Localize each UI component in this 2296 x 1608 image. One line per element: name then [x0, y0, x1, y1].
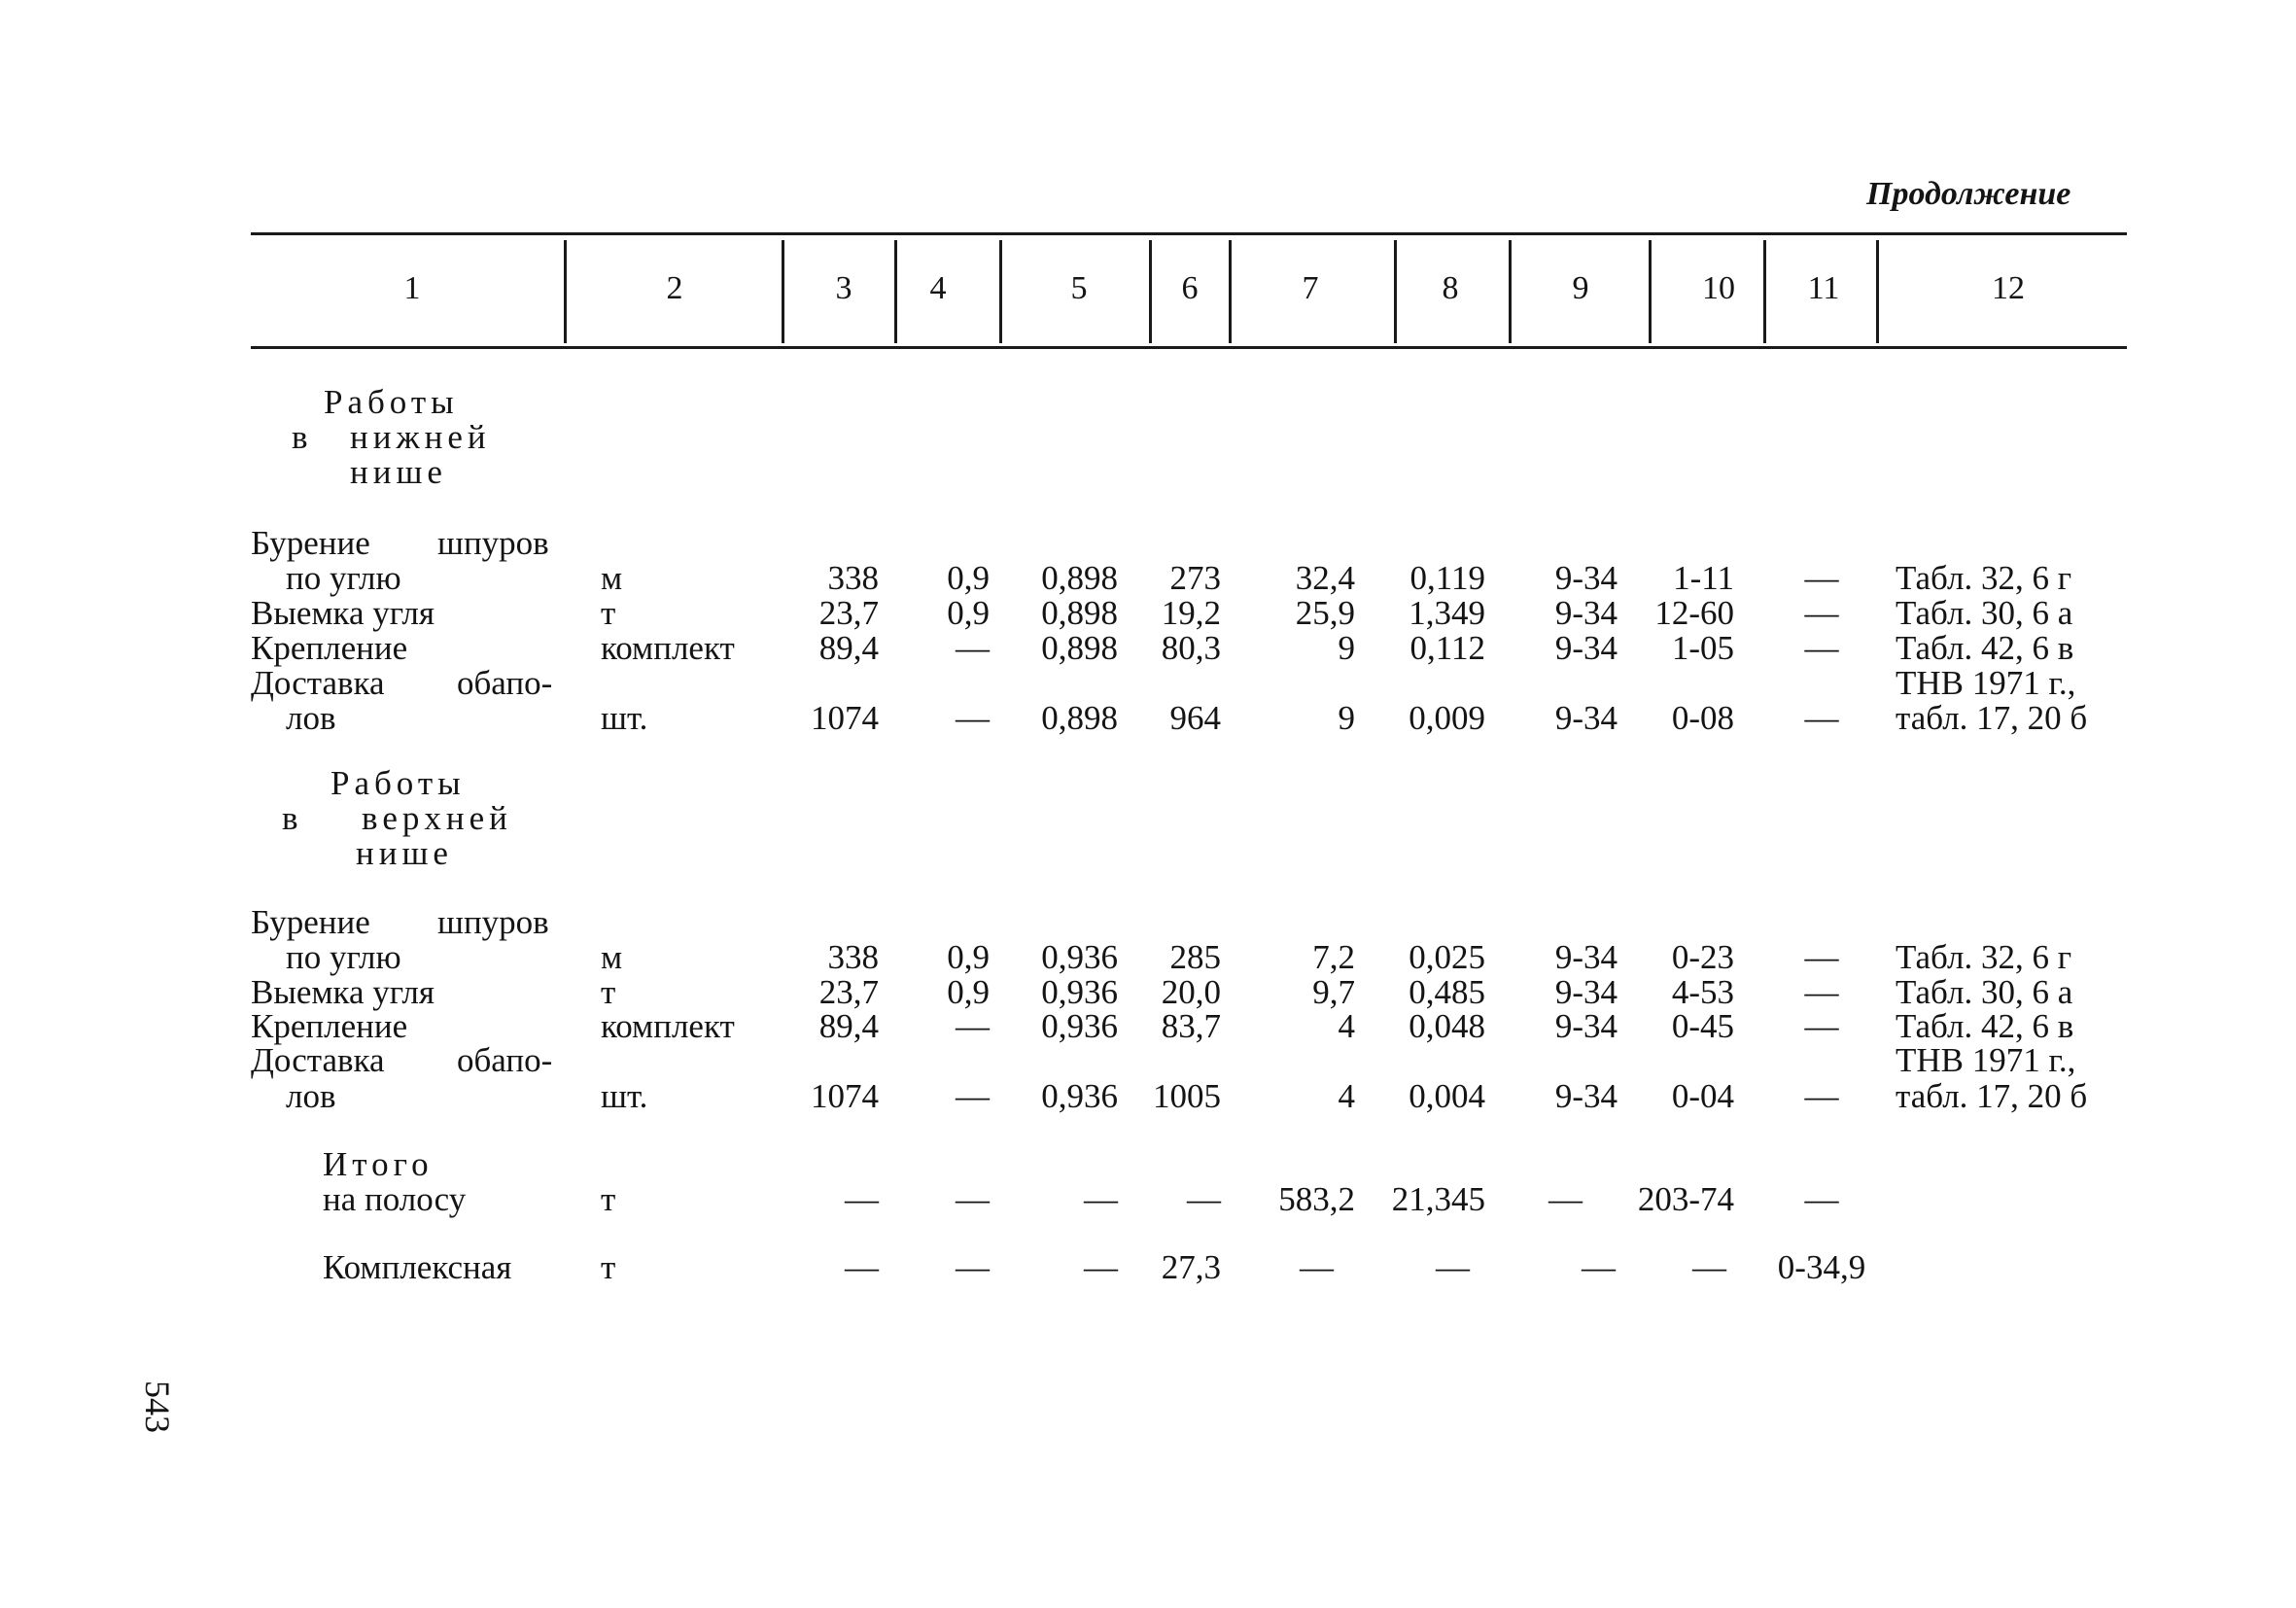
- row-cell: —: [1804, 1077, 1839, 1115]
- section-title: [0, 385, 2296, 420]
- table-row: [0, 940, 2296, 975]
- row-cell: 23,7: [818, 973, 879, 1011]
- row-cell: 21,345: [1391, 1180, 1485, 1218]
- total-label: Итого: [323, 1145, 434, 1183]
- row-cell: 583,2: [1278, 1180, 1355, 1218]
- table-row: [0, 975, 2296, 1010]
- complex-row: [0, 1250, 2296, 1285]
- row-reference: табл. 17, 20 б: [1896, 699, 2088, 737]
- row-cell: 203-74: [1637, 1180, 1734, 1218]
- column-header-4: 4: [929, 270, 947, 306]
- row-cell: 9-34: [1554, 559, 1618, 597]
- column-separator: [1876, 240, 1879, 343]
- column-header-9: 9: [1572, 270, 1589, 306]
- row-reference: ТНВ 1971 г.,: [1896, 1041, 2076, 1079]
- row-unit: т: [601, 973, 616, 1011]
- column-header-11: 11: [1807, 270, 1840, 306]
- column-separator: [1149, 240, 1152, 343]
- section-title-line: Работы: [324, 383, 459, 421]
- row-cell: 0,004: [1409, 1077, 1485, 1115]
- row-name: Бурение: [251, 524, 370, 562]
- section-title-line: Работы: [330, 764, 466, 802]
- row-cell: 0,9: [947, 938, 990, 976]
- row-unit: комплект: [601, 1007, 735, 1045]
- row-cell: —: [956, 699, 990, 737]
- row-name: по углю: [286, 559, 401, 597]
- row-cell: 338: [827, 559, 879, 597]
- section-title: [0, 766, 2296, 801]
- row-cell: —: [956, 1248, 990, 1286]
- total-label: на полосу: [323, 1180, 467, 1218]
- row-cell: 0,898: [1041, 594, 1118, 632]
- row-cell: 0,936: [1041, 973, 1118, 1011]
- row-cell: 9-34: [1554, 1077, 1618, 1115]
- row-cell: 83,7: [1161, 1007, 1221, 1045]
- row-cell: 4: [1338, 1077, 1355, 1115]
- row-unit: комплект: [601, 629, 735, 667]
- row-cell: 0-23: [1671, 938, 1734, 976]
- row-cell: —: [1804, 1007, 1839, 1045]
- row-name: шпуров: [437, 903, 549, 941]
- row-name: лов: [286, 1077, 336, 1115]
- row-name: обапо-: [457, 664, 553, 702]
- row-cell: 0,9: [947, 594, 990, 632]
- row-cell: —: [956, 1180, 990, 1218]
- table-row: [0, 701, 2296, 736]
- table-row: [0, 1009, 2296, 1044]
- row-cell: —: [1692, 1248, 1726, 1286]
- row-reference: Табл. 30, 6 а: [1896, 594, 2073, 632]
- row-cell: 338: [827, 938, 879, 976]
- table-row: [0, 905, 2296, 940]
- column-header-3: 3: [835, 270, 852, 306]
- row-cell: —: [1804, 1180, 1839, 1218]
- row-cell: —: [956, 1007, 990, 1045]
- row-cell: 9: [1338, 629, 1355, 667]
- row-cell: 89,4: [818, 1007, 879, 1045]
- row-cell: 25,9: [1295, 594, 1355, 632]
- column-header-1: 1: [403, 270, 421, 306]
- row-cell: 0,485: [1409, 973, 1485, 1011]
- row-cell: 0,119: [1409, 559, 1485, 597]
- row-name: Крепление: [251, 629, 408, 667]
- row-cell: 1074: [811, 699, 879, 737]
- row-cell: 7,2: [1312, 938, 1355, 976]
- row-cell: —: [1436, 1248, 1470, 1286]
- column-separator: [1509, 240, 1512, 343]
- row-cell: —: [1804, 938, 1839, 976]
- row-name: по углю: [286, 938, 401, 976]
- column-header-12: 12: [1992, 270, 2025, 306]
- row-reference: Табл. 32, 6 г: [1896, 938, 2072, 976]
- header-bottom-rule: [251, 346, 2127, 349]
- row-reference: табл. 17, 20 б: [1896, 1077, 2088, 1115]
- section-title-prefix: в: [292, 418, 308, 456]
- row-cell: 9-34: [1554, 973, 1618, 1011]
- row-cell: 0-45: [1671, 1007, 1734, 1045]
- total-row: [0, 1182, 2296, 1217]
- column-header-5: 5: [1070, 270, 1088, 306]
- row-name: лов: [286, 699, 336, 737]
- row-cell: 9,7: [1312, 973, 1355, 1011]
- table-row: [0, 1079, 2296, 1114]
- row-cell: 4: [1338, 1007, 1355, 1045]
- row-unit: м: [601, 938, 623, 976]
- row-cell: 9-34: [1554, 699, 1618, 737]
- row-cell: 9-34: [1554, 629, 1618, 667]
- row-unit: шт.: [601, 699, 648, 737]
- row-unit: т: [601, 594, 616, 632]
- row-name: обапо-: [457, 1041, 553, 1079]
- row-cell: —: [1187, 1180, 1221, 1218]
- row-reference: Табл. 42, 6 в: [1896, 1007, 2074, 1045]
- row-cell: 0-04: [1671, 1077, 1734, 1115]
- column-header-6: 6: [1181, 270, 1199, 306]
- row-cell: 0,009: [1409, 699, 1485, 737]
- row-cell: —: [1548, 1180, 1583, 1218]
- row-cell: 0,112: [1409, 629, 1485, 667]
- row-reference: Табл. 30, 6 а: [1896, 973, 2073, 1011]
- row-cell: 0,936: [1041, 1077, 1118, 1115]
- column-separator: [1763, 240, 1766, 343]
- row-reference: ТНВ 1971 г.,: [1896, 664, 2076, 702]
- column-separator: [1229, 240, 1232, 343]
- row-cell: 0-34,9: [1777, 1248, 1866, 1286]
- section-title: [0, 455, 2296, 490]
- row-cell: 32,4: [1295, 559, 1355, 597]
- row-cell: 89,4: [818, 629, 879, 667]
- section-title-line: нижней: [350, 418, 491, 456]
- row-cell: —: [1804, 973, 1839, 1011]
- column-header-2: 2: [666, 270, 683, 306]
- section-title-line: верхней: [362, 799, 512, 837]
- row-reference: Табл. 32, 6 г: [1896, 559, 2072, 597]
- row-unit: т: [601, 1248, 616, 1286]
- row-cell: 20,0: [1161, 973, 1221, 1011]
- total-row: [0, 1147, 2296, 1182]
- column-separator: [999, 240, 1002, 343]
- row-cell: —: [1804, 629, 1839, 667]
- section-title: [0, 836, 2296, 871]
- row-name: Выемка угля: [251, 594, 435, 632]
- row-cell: 0,9: [947, 559, 990, 597]
- row-cell: 273: [1169, 559, 1221, 597]
- row-cell: 9-34: [1554, 594, 1618, 632]
- row-cell: —: [845, 1180, 879, 1218]
- row-reference: Табл. 42, 6 в: [1896, 629, 2074, 667]
- row-cell: 0,048: [1409, 1007, 1485, 1045]
- complex-label: Комплексная: [323, 1248, 512, 1286]
- row-cell: 1074: [811, 1077, 879, 1115]
- table-top-rule: [251, 232, 2127, 235]
- row-cell: 1-05: [1671, 629, 1734, 667]
- row-cell: 12-60: [1654, 594, 1734, 632]
- column-separator: [1649, 240, 1652, 343]
- row-cell: —: [956, 629, 990, 667]
- section-title-line: нише: [356, 834, 453, 872]
- row-name: Выемка угля: [251, 973, 435, 1011]
- table-row: [0, 596, 2296, 631]
- row-name: шпуров: [437, 524, 549, 562]
- row-cell: 964: [1169, 699, 1221, 737]
- column-header-7: 7: [1302, 270, 1319, 306]
- column-header-8: 8: [1442, 270, 1459, 306]
- section-title: [0, 801, 2296, 836]
- row-cell: 0,898: [1041, 559, 1118, 597]
- continuation-label: Продолжение: [1866, 176, 2071, 212]
- row-cell: —: [845, 1248, 879, 1286]
- row-cell: 9-34: [1554, 938, 1618, 976]
- row-cell: 9-34: [1554, 1007, 1618, 1045]
- section-title-line: нише: [350, 453, 447, 491]
- table-row: [0, 1043, 2296, 1078]
- table-row: [0, 526, 2296, 561]
- row-cell: —: [1084, 1180, 1118, 1218]
- row-unit: шт.: [601, 1077, 648, 1115]
- row-cell: —: [1582, 1248, 1616, 1286]
- row-cell: 1005: [1153, 1077, 1221, 1115]
- row-cell: 1,349: [1409, 594, 1485, 632]
- row-unit: т: [601, 1180, 616, 1218]
- row-cell: 9: [1338, 699, 1355, 737]
- column-separator: [564, 240, 567, 343]
- row-name: Доставка: [251, 664, 385, 702]
- row-cell: 0,9: [947, 973, 990, 1011]
- section-title-prefix: в: [282, 799, 298, 837]
- row-name: Бурение: [251, 903, 370, 941]
- row-name: Крепление: [251, 1007, 408, 1045]
- row-cell: 285: [1169, 938, 1221, 976]
- column-separator: [894, 240, 897, 343]
- table-row: [0, 631, 2296, 666]
- row-cell: 4-53: [1671, 973, 1734, 1011]
- row-cell: 0,898: [1041, 699, 1118, 737]
- column-separator: [1394, 240, 1397, 343]
- row-cell: —: [1804, 559, 1839, 597]
- column-separator: [782, 240, 784, 343]
- row-cell: 0,936: [1041, 938, 1118, 976]
- row-cell: 0,898: [1041, 629, 1118, 667]
- row-cell: 23,7: [818, 594, 879, 632]
- section-title: [0, 420, 2296, 455]
- column-header-10: 10: [1702, 270, 1735, 306]
- page-number: 543: [138, 1381, 177, 1433]
- row-cell: —: [956, 1077, 990, 1115]
- table-row: [0, 561, 2296, 596]
- row-cell: 27,3: [1161, 1248, 1221, 1286]
- row-cell: —: [1804, 594, 1839, 632]
- row-cell: —: [1804, 699, 1839, 737]
- row-cell: —: [1084, 1248, 1118, 1286]
- row-cell: 0-08: [1671, 699, 1734, 737]
- row-unit: м: [601, 559, 623, 597]
- row-cell: 1-11: [1673, 559, 1734, 597]
- row-cell: 0,936: [1041, 1007, 1118, 1045]
- row-cell: —: [1300, 1248, 1334, 1286]
- row-cell: 80,3: [1161, 629, 1221, 667]
- row-name: Доставка: [251, 1041, 385, 1079]
- row-cell: 0,025: [1409, 938, 1485, 976]
- table-row: [0, 666, 2296, 701]
- row-cell: 19,2: [1161, 594, 1221, 632]
